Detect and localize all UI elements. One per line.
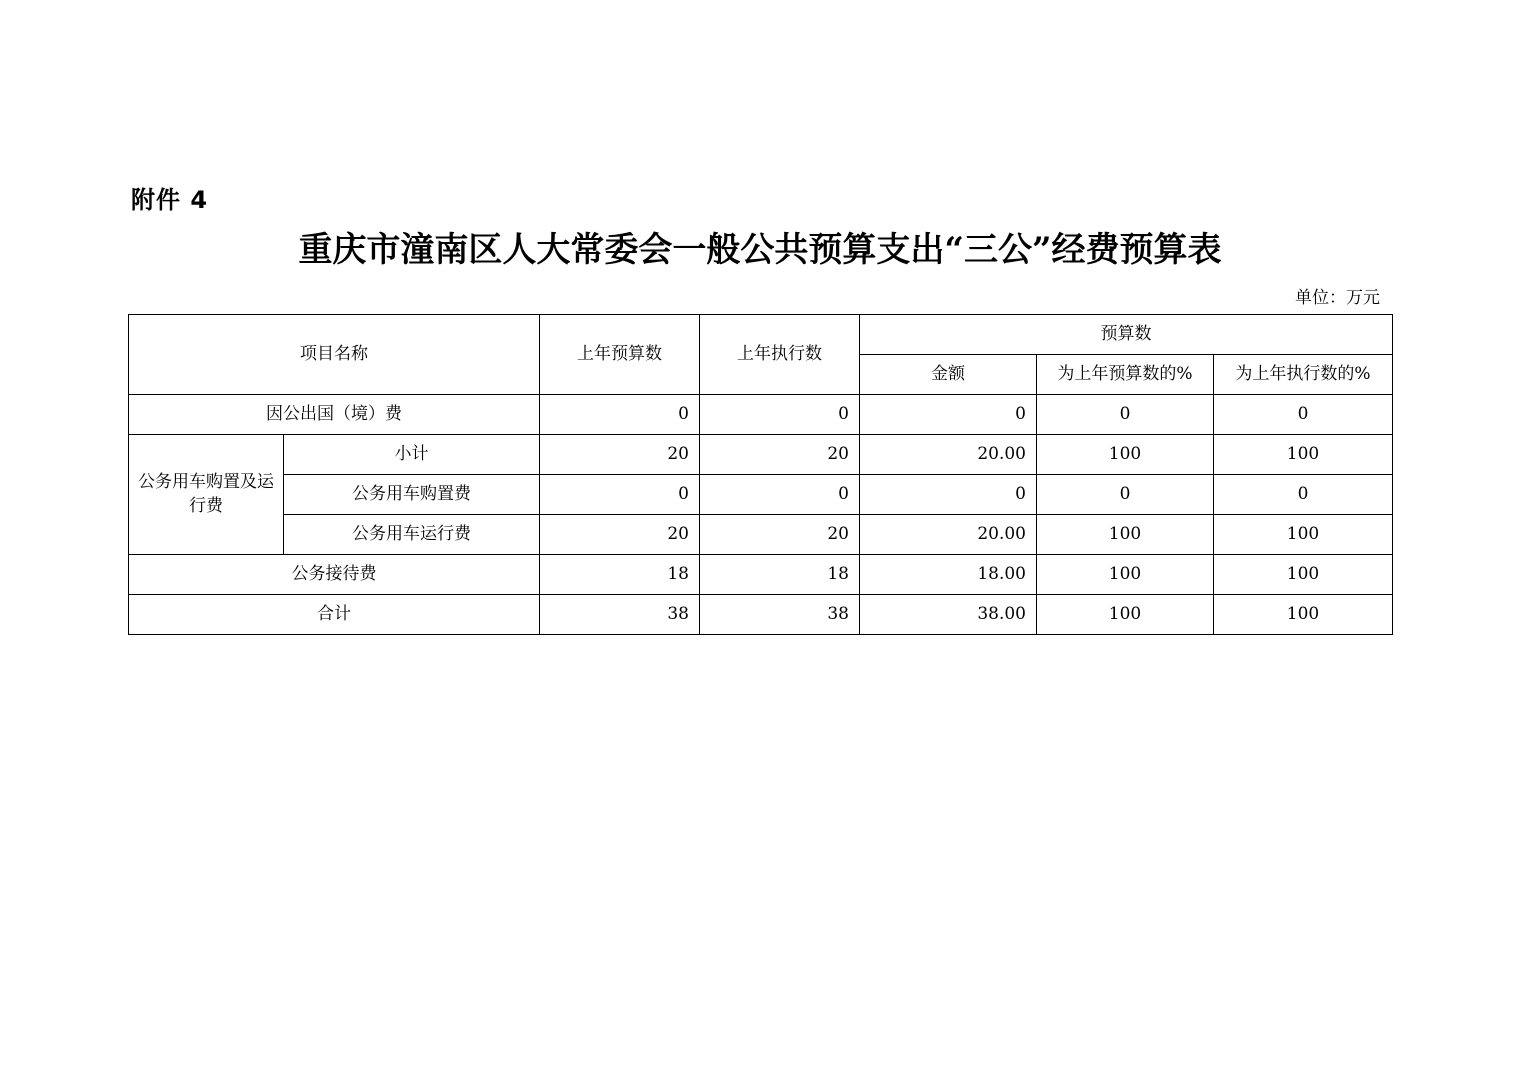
cell-pct-budget: 100 bbox=[1037, 555, 1214, 595]
row-name: 因公出国（境）费 bbox=[129, 395, 540, 435]
cell-pct-executed: 100 bbox=[1214, 595, 1393, 635]
table-row-overseas bbox=[129, 395, 1393, 435]
table-row-vehicle-operation bbox=[129, 515, 1393, 555]
row-name: 公务用车购置费 bbox=[284, 475, 540, 515]
cell-pct-budget: 100 bbox=[1037, 595, 1214, 635]
cell-pct-executed: 100 bbox=[1214, 435, 1393, 475]
col-header-pct-prev-budget: 为上年预算数的% bbox=[1037, 355, 1214, 395]
cell-prev-executed: 20 bbox=[700, 435, 860, 475]
cell-pct-budget: 100 bbox=[1037, 435, 1214, 475]
cell-prev-budget: 0 bbox=[540, 475, 700, 515]
unit-label: 单位：万元 bbox=[1295, 288, 1380, 308]
cell-prev-executed: 0 bbox=[700, 475, 860, 515]
cell-prev-budget: 38 bbox=[540, 595, 700, 635]
row-name: 小计 bbox=[284, 435, 540, 475]
cell-amount: 0 bbox=[860, 395, 1037, 435]
cell-prev-budget: 18 bbox=[540, 555, 700, 595]
group-name-vehicle: 公务用车购置及运行费 bbox=[129, 435, 284, 555]
cell-pct-executed: 0 bbox=[1214, 475, 1393, 515]
table-row-vehicle-purchase bbox=[129, 475, 1393, 515]
cell-amount: 38.00 bbox=[860, 595, 1037, 635]
cell-prev-executed: 0 bbox=[700, 395, 860, 435]
cell-pct-executed: 100 bbox=[1214, 555, 1393, 595]
table-row-vehicle-subtotal bbox=[129, 435, 1393, 475]
cell-amount: 18.00 bbox=[860, 555, 1037, 595]
row-name: 合计 bbox=[129, 595, 540, 635]
col-header-item-name: 项目名称 bbox=[129, 315, 540, 395]
cell-amount: 20.00 bbox=[860, 435, 1037, 475]
table-row-reception bbox=[129, 555, 1393, 595]
col-header-prev-budget: 上年预算数 bbox=[540, 315, 700, 395]
cell-pct-executed: 0 bbox=[1214, 395, 1393, 435]
col-header-pct-prev-executed: 为上年执行数的% bbox=[1214, 355, 1393, 395]
table-row-total bbox=[129, 595, 1393, 635]
cell-prev-executed: 18 bbox=[700, 555, 860, 595]
row-name: 公务接待费 bbox=[129, 555, 540, 595]
col-header-amount: 金额 bbox=[860, 355, 1037, 395]
cell-amount: 20.00 bbox=[860, 515, 1037, 555]
col-header-budget: 预算数 bbox=[860, 315, 1393, 355]
cell-pct-budget: 0 bbox=[1037, 475, 1214, 515]
cell-prev-budget: 20 bbox=[540, 435, 700, 475]
cell-prev-budget: 20 bbox=[540, 515, 700, 555]
row-name: 公务用车运行费 bbox=[284, 515, 540, 555]
attachment-label: 附件 4 bbox=[131, 186, 209, 214]
col-header-prev-executed: 上年执行数 bbox=[700, 315, 860, 395]
cell-amount: 0 bbox=[860, 475, 1037, 515]
cell-pct-budget: 0 bbox=[1037, 395, 1214, 435]
cell-prev-executed: 38 bbox=[700, 595, 860, 635]
cell-prev-executed: 20 bbox=[700, 515, 860, 555]
page-title: 重庆市潼南区人大常委会一般公共预算支出“三公”经费预算表 bbox=[298, 230, 1222, 270]
cell-pct-budget: 100 bbox=[1037, 515, 1214, 555]
header-row-1 bbox=[129, 315, 1393, 355]
cell-prev-budget: 0 bbox=[540, 395, 700, 435]
cell-pct-executed: 100 bbox=[1214, 515, 1393, 555]
budget-table bbox=[128, 314, 1393, 635]
